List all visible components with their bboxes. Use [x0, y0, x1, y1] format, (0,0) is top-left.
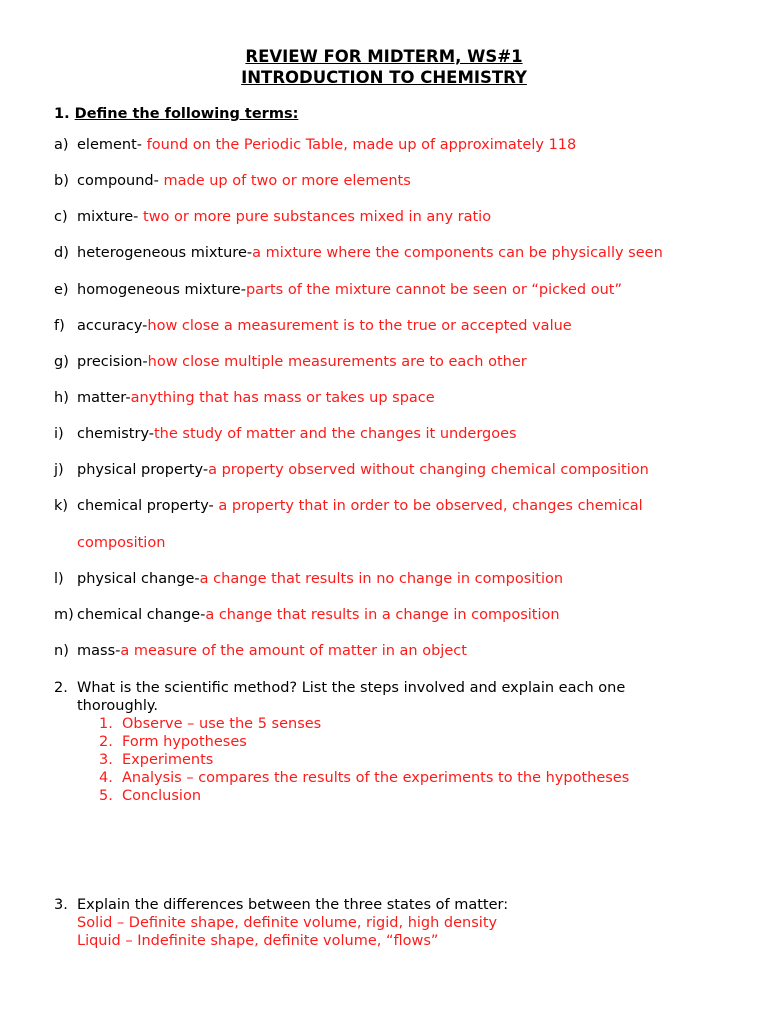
term-definition: found on the Periodic Table, made up of approximately 118	[146, 137, 577, 153]
term-name: heterogeneous mixture-	[77, 245, 253, 261]
term-definition: anything that has mass or takes up space	[130, 390, 435, 406]
term-definition: composition	[77, 535, 166, 551]
step-text: Experiments	[122, 752, 214, 768]
term-name: chemistry-	[77, 426, 154, 442]
term-name: physical change-	[77, 571, 200, 587]
term-row	[77, 535, 165, 551]
q1-heading	[54, 106, 298, 122]
term-row	[77, 498, 643, 514]
q3-question: Explain the differences between the three states of matter:	[77, 897, 509, 913]
term-row	[77, 607, 560, 623]
term-name: element-	[77, 137, 147, 153]
term-name: precision-	[77, 354, 148, 370]
term-definition: a property that in order to be observed, changes chemical	[218, 498, 643, 514]
term-marker: c)	[54, 209, 68, 225]
term-marker: e)	[54, 282, 69, 298]
term-name: physical property-	[77, 462, 209, 478]
term-marker: j)	[54, 462, 64, 478]
step-text: Form hypotheses	[122, 734, 247, 750]
term-marker: n)	[54, 643, 69, 659]
term-name: mass-	[77, 643, 121, 659]
term-marker: k)	[54, 498, 69, 514]
term-definition: made up of two or more elements	[163, 173, 411, 189]
term-row	[77, 137, 576, 153]
title-line-1: REVIEW FOR MIDTERM, WS#1	[245, 47, 523, 66]
q3-number: 3.	[54, 897, 68, 913]
term-name: matter-	[77, 390, 131, 406]
term-marker: m)	[54, 607, 74, 623]
q1-number: 1.	[54, 106, 70, 122]
term-row	[77, 390, 435, 406]
term-definition: how close a measurement is to the true or accepted value	[147, 318, 572, 334]
term-definition: parts of the mixture cannot be seen or “picked out”	[245, 282, 622, 298]
term-marker: h)	[54, 390, 69, 406]
term-row	[77, 245, 663, 261]
term-row	[77, 643, 467, 659]
term-definition: a change that results in a change in composition	[205, 607, 560, 623]
step-text: Conclusion	[122, 788, 202, 804]
term-marker: d)	[54, 245, 69, 261]
term-name: homogeneous mixture-	[77, 282, 246, 298]
term-name: chemical property-	[77, 498, 219, 514]
term-definition: how close multiple measurements are to each other	[147, 354, 527, 370]
term-marker: f)	[54, 318, 65, 334]
term-row	[77, 571, 563, 587]
term-row	[77, 354, 527, 370]
step-number: 5.	[99, 788, 113, 804]
q3-answer-solid: Solid – Definite shape, definite volume, rigid, high density	[77, 915, 498, 931]
term-definition: a change that results in no change in composition	[199, 571, 564, 587]
term-name: chemical change-	[77, 607, 206, 623]
term-row	[77, 318, 572, 334]
term-definition: two or more pure substances mixed in any ratio	[143, 209, 492, 225]
term-marker: a)	[54, 137, 69, 153]
term-definition: the study of matter and the changes it undergoes	[154, 426, 517, 442]
term-row	[77, 173, 411, 189]
step-number: 2.	[99, 734, 113, 750]
q3-answer-liquid: Liquid – Indefinite shape, definite volume, “flows”	[77, 933, 439, 949]
step-number: 3.	[99, 752, 113, 768]
q2-question-line-2: thoroughly.	[77, 698, 158, 714]
step-number: 1.	[99, 716, 113, 732]
term-row	[77, 209, 491, 225]
term-row	[77, 426, 517, 442]
term-name: mixture-	[77, 209, 144, 225]
q2-question-line-1: What is the scientific method? List the steps involved and explain each one	[77, 680, 626, 696]
term-definition: a mixture where the components can be physically seen	[252, 245, 663, 261]
q2-number: 2.	[54, 680, 68, 696]
q1-heading-text: Define the following terms:	[74, 106, 299, 122]
term-definition: a measure of the amount of matter in an object	[120, 643, 467, 659]
term-row	[77, 462, 649, 478]
term-marker: b)	[54, 173, 69, 189]
step-text: Analysis – compares the results of the experiments to the hypotheses	[122, 770, 630, 786]
step-text: Observe – use the 5 senses	[122, 716, 322, 732]
term-marker: l)	[54, 571, 64, 587]
title-line-2: INTRODUCTION TO CHEMISTRY	[241, 68, 527, 87]
term-row	[77, 282, 622, 298]
step-number: 4.	[99, 770, 113, 786]
term-definition: a property observed without changing chemical composition	[208, 462, 649, 478]
term-marker: i)	[54, 426, 64, 442]
term-name: compound-	[77, 173, 164, 189]
term-name: accuracy-	[77, 318, 148, 334]
term-marker: g)	[54, 354, 69, 370]
